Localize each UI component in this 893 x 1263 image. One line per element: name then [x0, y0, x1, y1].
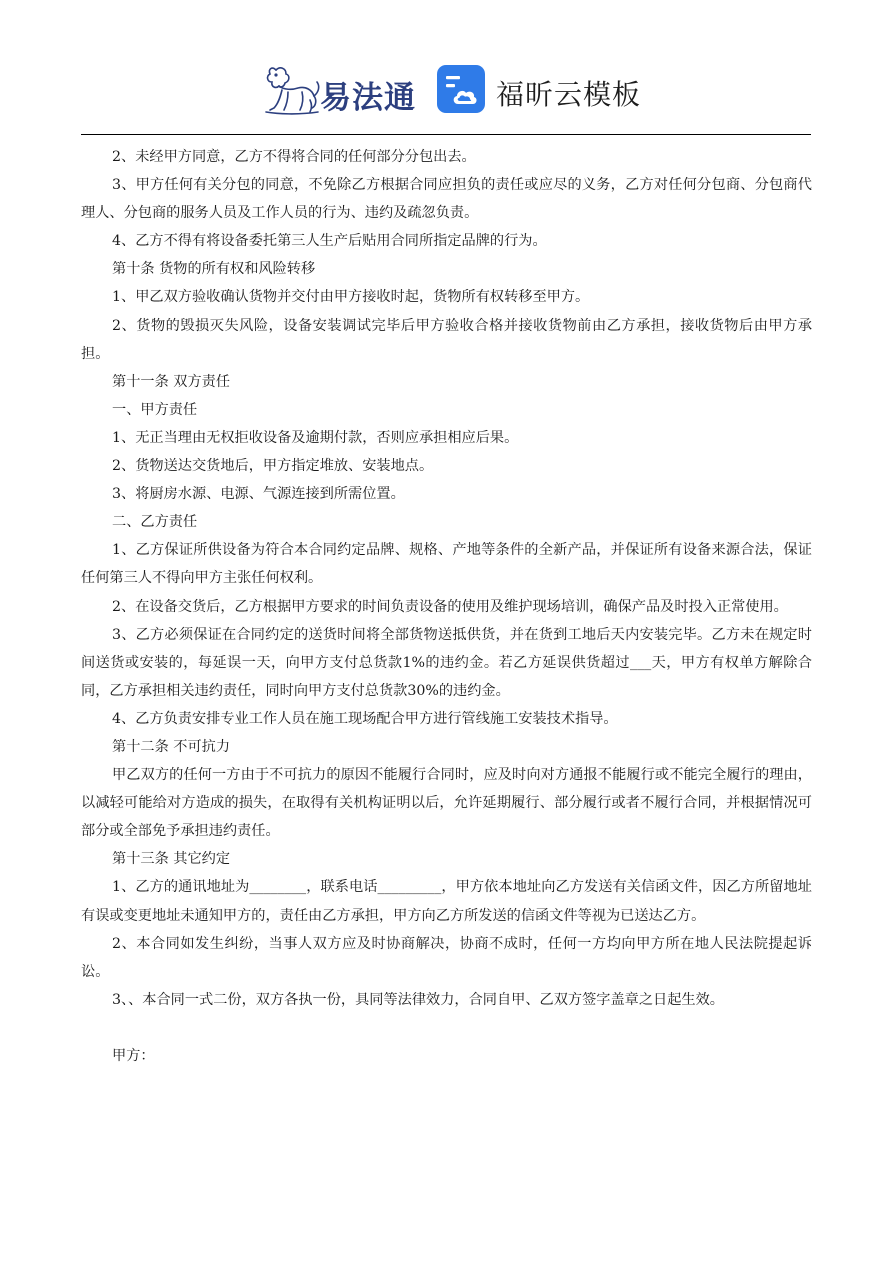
clause-subcontract-prohibited: 2、未经甲方同意，乙方不得将合同的任何部分分包出去。 — [112, 149, 476, 165]
force-majeure-clause: 甲乙双方的任何一方由于不可抗力的原因不能履行合同时，应及时向对方通报不能履行或不能完全履行的理由，以减轻可能给对方造成的损失，在取得有关机构证明以后，允许延期履行、部分履行或者不履行合同，并根据情况可部分或全部免予承担违约责任。 — [81, 767, 812, 840]
lion-icon — [262, 60, 322, 118]
party-a-duty-1: 1、无正当理由无权拒收设备及逾期付款，否则应承担相应后果。 — [112, 429, 519, 446]
article-11-heading: 第十一条 双方责任 — [112, 373, 231, 390]
foxit-cloud-logo — [436, 64, 642, 118]
blank-line — [81, 1014, 812, 1042]
party-b-duties-heading: 二、乙方责任 — [112, 514, 198, 531]
clause-subcontract-liability: 3、甲方任何有关分包的同意，不免除乙方根据合同应担负的责任或应尽的义务，乙方对任何分包商、分包商代理人、分包商的服务人员及工作人员的行为、违约及疏忽负责。 — [81, 177, 812, 222]
logo-right-text: 福昕云模板 — [496, 78, 642, 111]
clause-brand-restriction: 4、乙方不得有将设备委托第三人生产后贴用合同所指定品牌的行为。 — [112, 233, 547, 250]
article-10-heading: 第十条 货物的所有权和风险转移 — [112, 261, 316, 278]
party-a-duty-2: 2、货物送达交货地后，甲方指定堆放、安装地点。 — [112, 458, 434, 475]
party-b-duty-4: 4、乙方负责安排专业工作人员在施工现场配合甲方进行管线施工安装技术指导。 — [112, 710, 618, 727]
article-12-heading: 第十二条 不可抗力 — [112, 738, 231, 755]
party-a-duties-heading: 一、甲方责任 — [112, 401, 198, 418]
clause-ownership-transfer: 1、甲乙双方验收确认货物并交付由甲方接收时起，货物所有权转移至甲方。 — [112, 289, 590, 306]
logo-left-text: 易法通 — [320, 80, 416, 116]
party-a-signature-label: 甲方： — [112, 1047, 155, 1064]
article-13-heading: 第十三条 其它约定 — [112, 851, 231, 868]
page-header — [0, 58, 893, 124]
header-divider — [81, 134, 811, 135]
party-b-duty-1: 1、乙方保证所供设备为符合本合同约定品牌、规格、产地等条件的全新产品，并保证所有设备来源合法，保证任何第三人不得向甲方主张任何权利。 — [81, 542, 812, 587]
party-a-duty-3: 3、将厨房水源、电源、气源连接到所需位置。 — [112, 486, 405, 503]
cloud-template-icon — [436, 64, 486, 114]
clause-notice-address: 1、乙方的通讯地址为________，联系电话_________，甲方依本地址向乙方发送有关信函文件，因乙方所留地址有误或变更地址未通知甲方的，责任由乙方承担，甲方向乙方所发送的信函文件等视为已送达乙方。 — [81, 879, 812, 924]
party-b-duty-3: 3、乙方必须保证在合同约定的送货时间将全部货物送抵供货，并在货到工地后天内安装完毕。乙方未在规定时间送货或安装的，每延误一天，向甲方支付总货款1%的违约金。若乙方延误供货超过___天，甲方有权单方解除合同，乙方承担相关违约责任，同时向甲方支付总货款30%的违约金。 — [81, 626, 812, 699]
yifatong-logo — [262, 60, 416, 118]
clause-dispute-resolution: 2、本合同如发生纠纷，当事人双方应及时协商解决，协商不成时，任何一方均向甲方所在地人民法院提起诉讼。 — [81, 935, 812, 980]
party-b-duty-2: 2、在设备交货后，乙方根据甲方要求的时间负责设备的使用及维护现场培训，确保产品及时投入正常使用。 — [112, 598, 788, 615]
clause-risk-transfer: 2、货物的毁损灭失风险，设备安装调试完毕后甲方验收合格并接收货物前由乙方承担，接收货物后由甲方承担。 — [81, 317, 812, 362]
contract-body — [81, 143, 812, 1070]
clause-copies-effectiveness: 3、、本合同一式二份，双方各执一份，具同等法律效力，合同自甲、乙双方签字盖章之日起生效。 — [112, 991, 724, 1008]
